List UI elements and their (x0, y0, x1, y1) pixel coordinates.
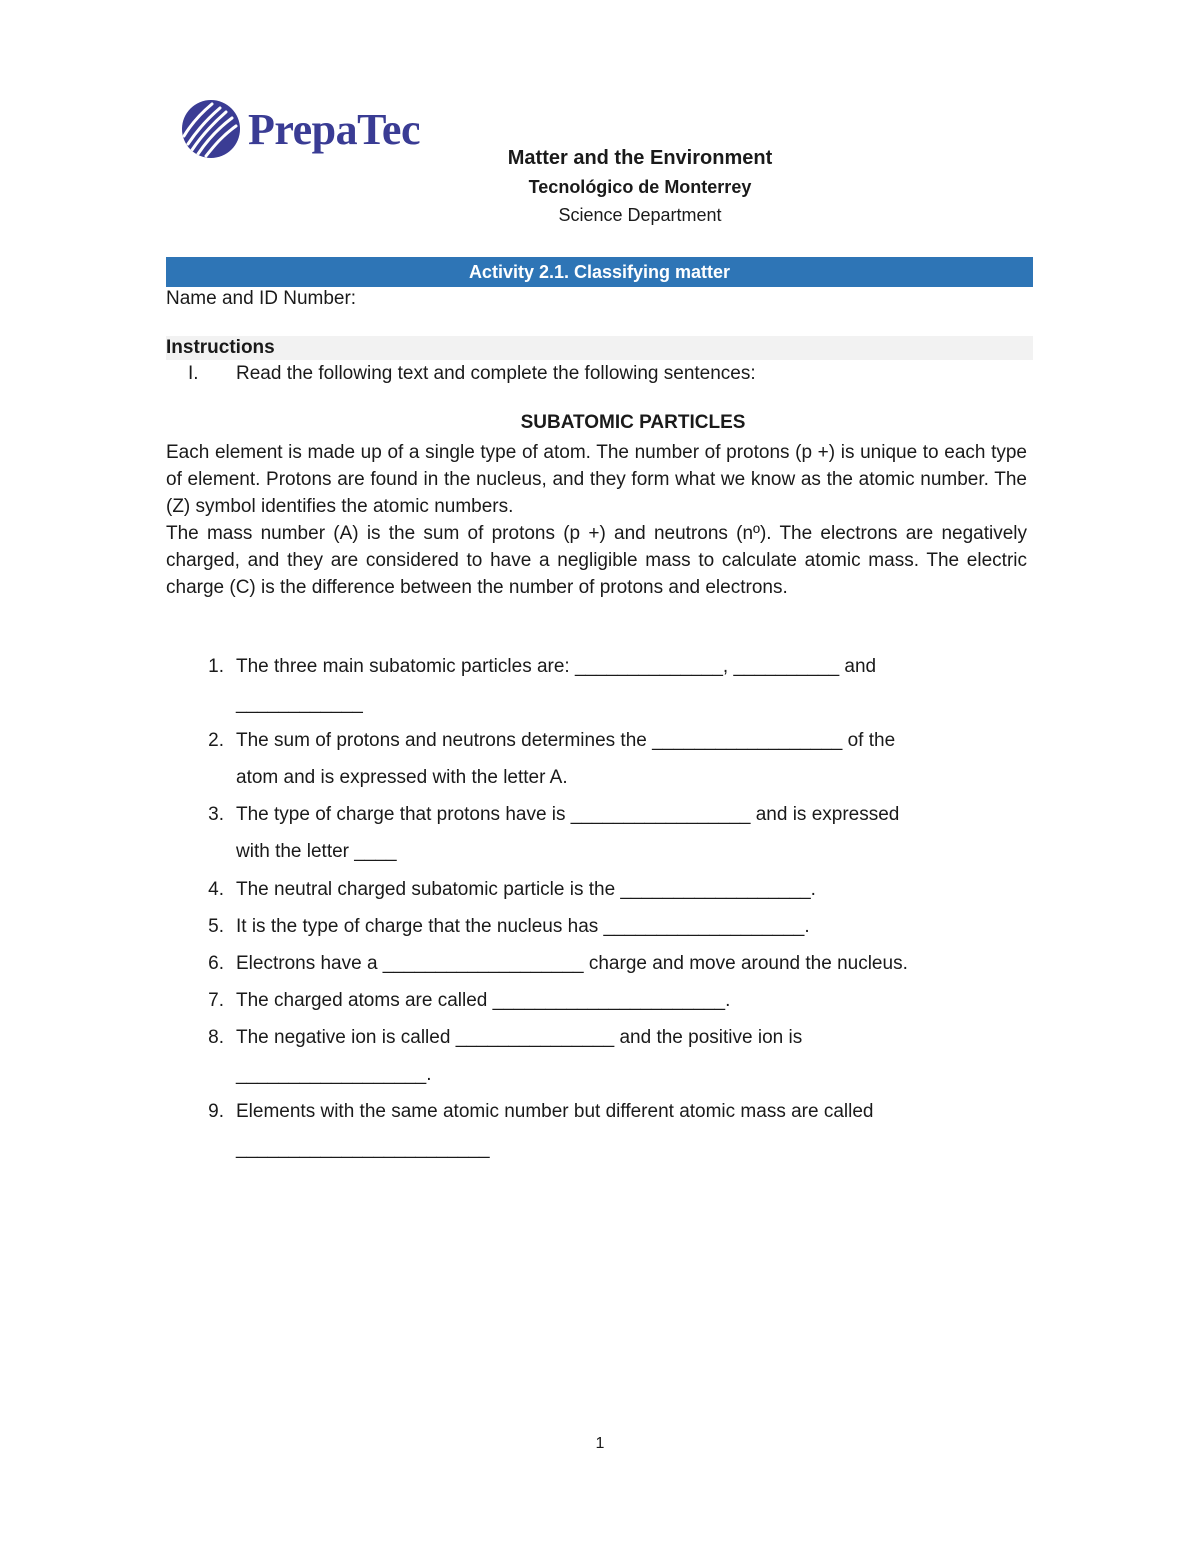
question-text-line-2: ____________ (236, 693, 363, 714)
page-number: 1 (595, 1435, 605, 1452)
question-text-line-1: The neutral charged subatomic particle is the __________________. (236, 879, 816, 900)
logo-wordmark: PrepaTec (248, 104, 420, 154)
passage-paragraph-2: The mass number (A) is the sum of protons (p +) and neutrons (nº). The electrons are negatively charged, and they are considered to have a negligible mass to calculate atomic mass. The electric charge (C) is the difference between the number of protons and electrons. (166, 523, 1027, 598)
department-name: Science Department (558, 205, 722, 225)
question-text-line-2: atom and is expressed with the letter A. (236, 767, 568, 788)
question-number: 6. (208, 953, 224, 974)
institution-name: Tecnológico de Monterrey (528, 177, 752, 197)
reading-passage (166, 439, 1027, 601)
section-title: SUBATOMIC PARTICLES (520, 412, 746, 433)
question-text-line-1: The charged atoms are called ______________________. (236, 990, 731, 1011)
name-id-label: Name and ID Number: (166, 288, 357, 309)
question-number: 1. (208, 656, 224, 677)
question-text-line-2: ________________________ (236, 1138, 490, 1159)
instruction-number: I. (188, 363, 199, 384)
question-number: 8. (208, 1027, 224, 1048)
question-number: 5. (208, 916, 224, 937)
activity-title-bar: Activity 2.1. Classifying matter (166, 257, 1033, 287)
question-number: 3. (208, 804, 224, 825)
question-text-line-1: Elements with the same atomic number but different atomic mass are called (236, 1101, 874, 1122)
question-number: 4. (208, 879, 224, 900)
question-text-line-1: The type of charge that protons have is _________________ and is expressed (236, 804, 900, 825)
question-number: 9. (208, 1101, 224, 1122)
instruction-text: Read the following text and complete the following sentences: (236, 363, 756, 384)
instructions-heading: Instructions (166, 336, 1033, 360)
question-text-line-1: The three main subatomic particles are: ______________, __________ and (236, 656, 877, 677)
question-text-line-1: Electrons have a ___________________ charge and move around the nucleus. (236, 953, 908, 974)
question-number: 7. (208, 990, 224, 1011)
question-text-line-2: __________________. (236, 1064, 432, 1085)
question-text-line-1: The negative ion is called _______________ and the positive ion is (236, 1027, 803, 1048)
question-text-line-2: with the letter ____ (236, 841, 397, 862)
question-number: 2. (208, 730, 224, 751)
question-text-line-1: It is the type of charge that the nucleus has ___________________. (236, 916, 810, 937)
prepatec-logo (180, 98, 420, 160)
course-title: Matter and the Environment (507, 147, 773, 169)
prepatec-logo-icon (180, 98, 242, 160)
passage-paragraph-1: Each element is made up of a single type of atom. The number of protons (p +) is unique to each type of element. Protons are found in the nucleus, and they form what we know as the atomic number. The (Z) symbol identifies the atomic numbers. (166, 442, 1027, 517)
question-text-line-1: The sum of protons and neutrons determines the __________________ of the (236, 730, 896, 751)
